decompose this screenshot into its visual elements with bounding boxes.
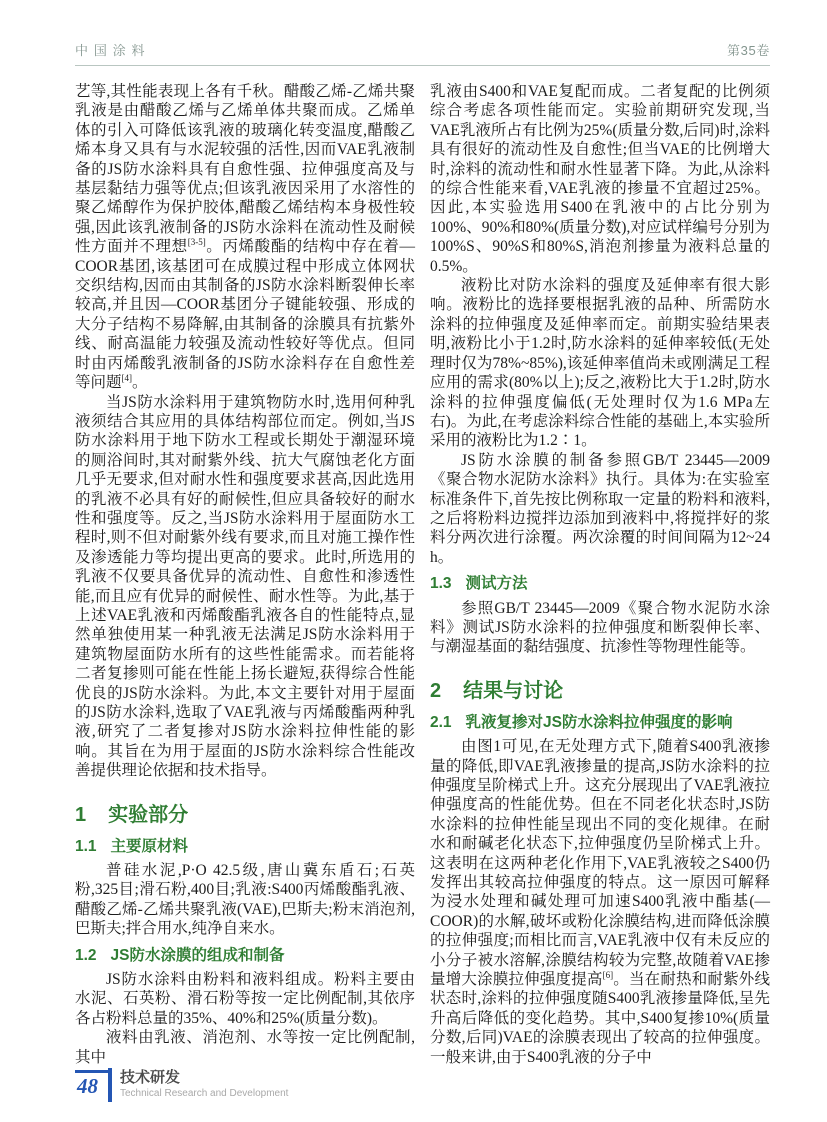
subsection-heading-test-methods — [430, 574, 770, 593]
paragraph — [430, 737, 770, 1067]
subsection-number: 2.1 — [430, 713, 452, 731]
section-heading-results — [430, 679, 770, 703]
page-footer — [75, 1068, 288, 1102]
page-number-box — [75, 1070, 108, 1099]
paragraph: 当JS防水涂料用于建筑物防水时,选用何种乳液须结合其应用的具体结构部位而定。例如,当JS防水涂料用于地下防水工程或长期处于潮湿环境的厕浴间时,其对耐紫外线、抗大气腐蚀老化方面几乎无要求,但对耐水性和强度要求甚高,因此选用的乳液不必具有好的耐候性,但应具备较好的耐水性和强度等。反之,当JS防水涂料用于屋面防水工程时,则不但对耐紫外线有要求,而且对施工操作性及渗透能力等均提出更高的要求。此时,所选用的乳液不仅要具备优异的流动性、自愈性和渗透性能,而且应有优异的耐候性、耐水性等。为此,基于上述VAE乳液和丙烯酸酯乳液各自的性能特点,显然单独使用某一种乳液无法满足JS防水涂料用于建筑物屋面防水所有的这些性能需求。而若能将二者复掺则可能在性能上扬长避短,获得综合性能优良的JS防水涂料。为此,本文主要针对用于屋面的JS防水涂料,选取了VAE乳液与丙烯酸酯两种乳液,研究了二者复掺对JS防水涂料拉伸性能的影响。其旨在为用于屋面的JS防水涂料综合性能改善提供理论依据和技术指导。 — [75, 393, 415, 780]
subsection-heading-raw-materials — [75, 837, 415, 856]
page-number: 48 — [77, 1074, 98, 1098]
footer-section-title: 技术研发 — [120, 1069, 181, 1086]
article-body — [75, 82, 770, 1067]
citation-ref: [3-5] — [187, 237, 206, 248]
paragraph: JS防水涂膜的制备参照GB/T 23445—2009《聚合物水泥防水涂料》执行。具体为:在实验室标准条件下,首先按比例称取一定量的粉料和液料,之后将粉料边搅拌边添加到液料中,将搅拌好的浆料分两次进行涂覆。两次涂覆的时间间隔为12~24 h。 — [430, 451, 770, 566]
subsection-title: 乳液复掺对JS防水涂料拉伸强度的影响 — [465, 713, 733, 731]
section-heading-experimental — [75, 803, 415, 827]
citation-ref: [4] — [121, 372, 133, 383]
subsection-title: 主要原材料 — [110, 837, 189, 855]
left-column — [75, 82, 415, 1067]
footer-divider — [108, 1068, 112, 1102]
section-number: 1 — [75, 803, 87, 826]
paragraph-intro-continued — [75, 82, 415, 393]
journal-name: 中国涂料 — [75, 43, 151, 58]
citation-ref: [6] — [602, 969, 614, 980]
paragraph: 液料由乳液、消泡剂、水等按一定比例配制,其中 — [75, 1029, 415, 1066]
section-title: 结果与讨论 — [463, 679, 564, 702]
paragraph-text: 艺等,其性能表现上各有千秋。醋酸乙烯-乙烯共聚乳液是由醋酸乙烯与乙烯单体共聚而成。乙烯单体的引入可降低该乳液的玻璃化转变温度,醋酸乙烯本身又具有与水泥较强的活性,因而VAE乳液制备的JS防水涂料具有自愈性强、拉伸强度高及与基层黏结力强等优点;但该乳液因采用了水溶性的聚乙烯醇作为保护胶体,醋酸乙烯结构本身极性较强,因此该乳液制备的JS防水涂料在流动性及耐候性方面并不理想 — [75, 83, 415, 256]
subsection-number: 1.3 — [430, 575, 452, 593]
subsection-number: 1.1 — [75, 837, 97, 855]
volume-label: 第35卷 — [726, 43, 770, 58]
paragraph-continued: 乳液由S400和VAE复配而成。二者复配的比例须综合考虑各项性能而定。实验前期研究发现,当VAE乳液所占有比例为25%(质量分数,后同)时,涂料具有很好的流动性及自愈性;但当VAE的比例增大时,涂料的流动性和耐水性显著下降。为此,从涂料的综合性能来看,VAE乳液的掺量不宜超过25%。因此,本实验选用S400在乳液中的占比分别为100%、90%和80%(质量分数),对应试样编号分别为100%S、90%S和80%S,消泡剂掺量为液料总量的0.5%。 — [430, 83, 770, 275]
subsection-title: 测试方法 — [465, 575, 528, 593]
subsection-title: JS防水涂膜的组成和制备 — [110, 946, 285, 964]
paragraph: 参照GB/T 23445—2009《聚合物水泥防水涂料》测试JS防水涂料的拉伸强度和断裂伸长率、与潮湿基面的黏结强度、抗渗性等物理性能等。 — [430, 599, 770, 656]
paragraph: JS防水涂料由粉料和液料组成。粉料主要由水泥、石英粉、滑石粉等按一定比例配制,其依序各占粉料总量的35%、40%和25%(质量分数)。 — [75, 971, 415, 1027]
section-number: 2 — [430, 679, 442, 702]
page-header — [75, 40, 770, 66]
footer-section-subtitle: Technical Research and Development — [120, 1088, 289, 1099]
subsection-heading-composition — [75, 946, 415, 965]
footer-labels — [120, 1068, 288, 1100]
subsection-number: 1.2 — [75, 946, 97, 964]
subsection-heading-tensile-strength — [430, 713, 770, 732]
paragraph-text: 。 — [132, 374, 148, 392]
paragraph: 液粉比对防水涂料的强度及延伸率有很大影响。液粉比的选择要根据乳液的品种、所需防水涂料的拉伸强度及延伸率而定。前期实验结果表明,液粉比小于1.2时,防水涂料的延伸率较低(无处理时仅为78%~85%),该延伸率值尚未或刚满足工程应用的需求(80%以上);反之,液粉比大于1.2时,防水涂料的拉伸强度偏低(无处理时仅为1.6 MPa左右)。为此,在考虑涂料综合性能的基础上,本实验所采用的液粉比为1.2∶1。 — [430, 277, 770, 450]
paragraph-text: 。丙烯酸酯的结构中存在着—COOR基团,该基团可在成膜过程中形成立体网状交织结构,因而由其制备的JS防水涂料断裂伸长率较高,并且因—COOR基团分子键能较强、形成的大分子结构不易降解,由其制备的涂膜具有抗紫外线、耐高温能力较强及流动性较好等优点。但同时由丙烯酸乳液制备的JS防水涂料存在自愈性差等问题 — [75, 238, 415, 392]
paragraph-text: 由图1可见,在无处理方式下,随着S400乳液掺量的降低,即VAE乳液掺量的提高,JS防水涂料的拉伸强度呈阶梯式上升。这充分展现出了VAE乳液拉伸强度高的性能优势。但在不同老化状态时,JS防水涂料的拉伸性能呈现出不同的变化规律。在耐水和耐碱老化状态下,拉伸强度仍呈阶梯式上升。这表明在这两种老化作用下,VAE乳液较之S400仍发挥出其较高拉伸强度的特点。这一原因可解释为浸水处理和碱处理可加速S400乳液中酯基(—COOR)的水解,破坏或粉化涂膜结构,进而降低涂膜的拉伸强度;而相比而言,VAE乳液中仅有未反应的小分子被水溶解,涂膜结构较为完整,故随着VAE掺量增大涂膜拉伸强度提高 — [430, 738, 770, 988]
section-title: 实验部分 — [108, 803, 189, 826]
paragraph-text: 。当在耐热和耐紫外线状态时,涂料的拉伸强度随S400乳液掺量降低,呈先升高后降低的变化趋势。其中,S400复掺10%(质量分数,后同)VAE的涂膜表现出了较高的拉伸强度。一般来讲,由于S400乳液的分子中 — [430, 971, 770, 1066]
right-column — [430, 82, 770, 1067]
paragraph: 普硅水泥,P·O 42.5级,唐山冀东盾石;石英粉,325目;滑石粉,400目;乳液:S400丙烯酸酯乳液、醋酸乙烯-乙烯共聚乳液(VAE),巴斯夫;粉末消泡剂,巴斯夫;拌合用水,纯净自来水。 — [75, 862, 415, 938]
